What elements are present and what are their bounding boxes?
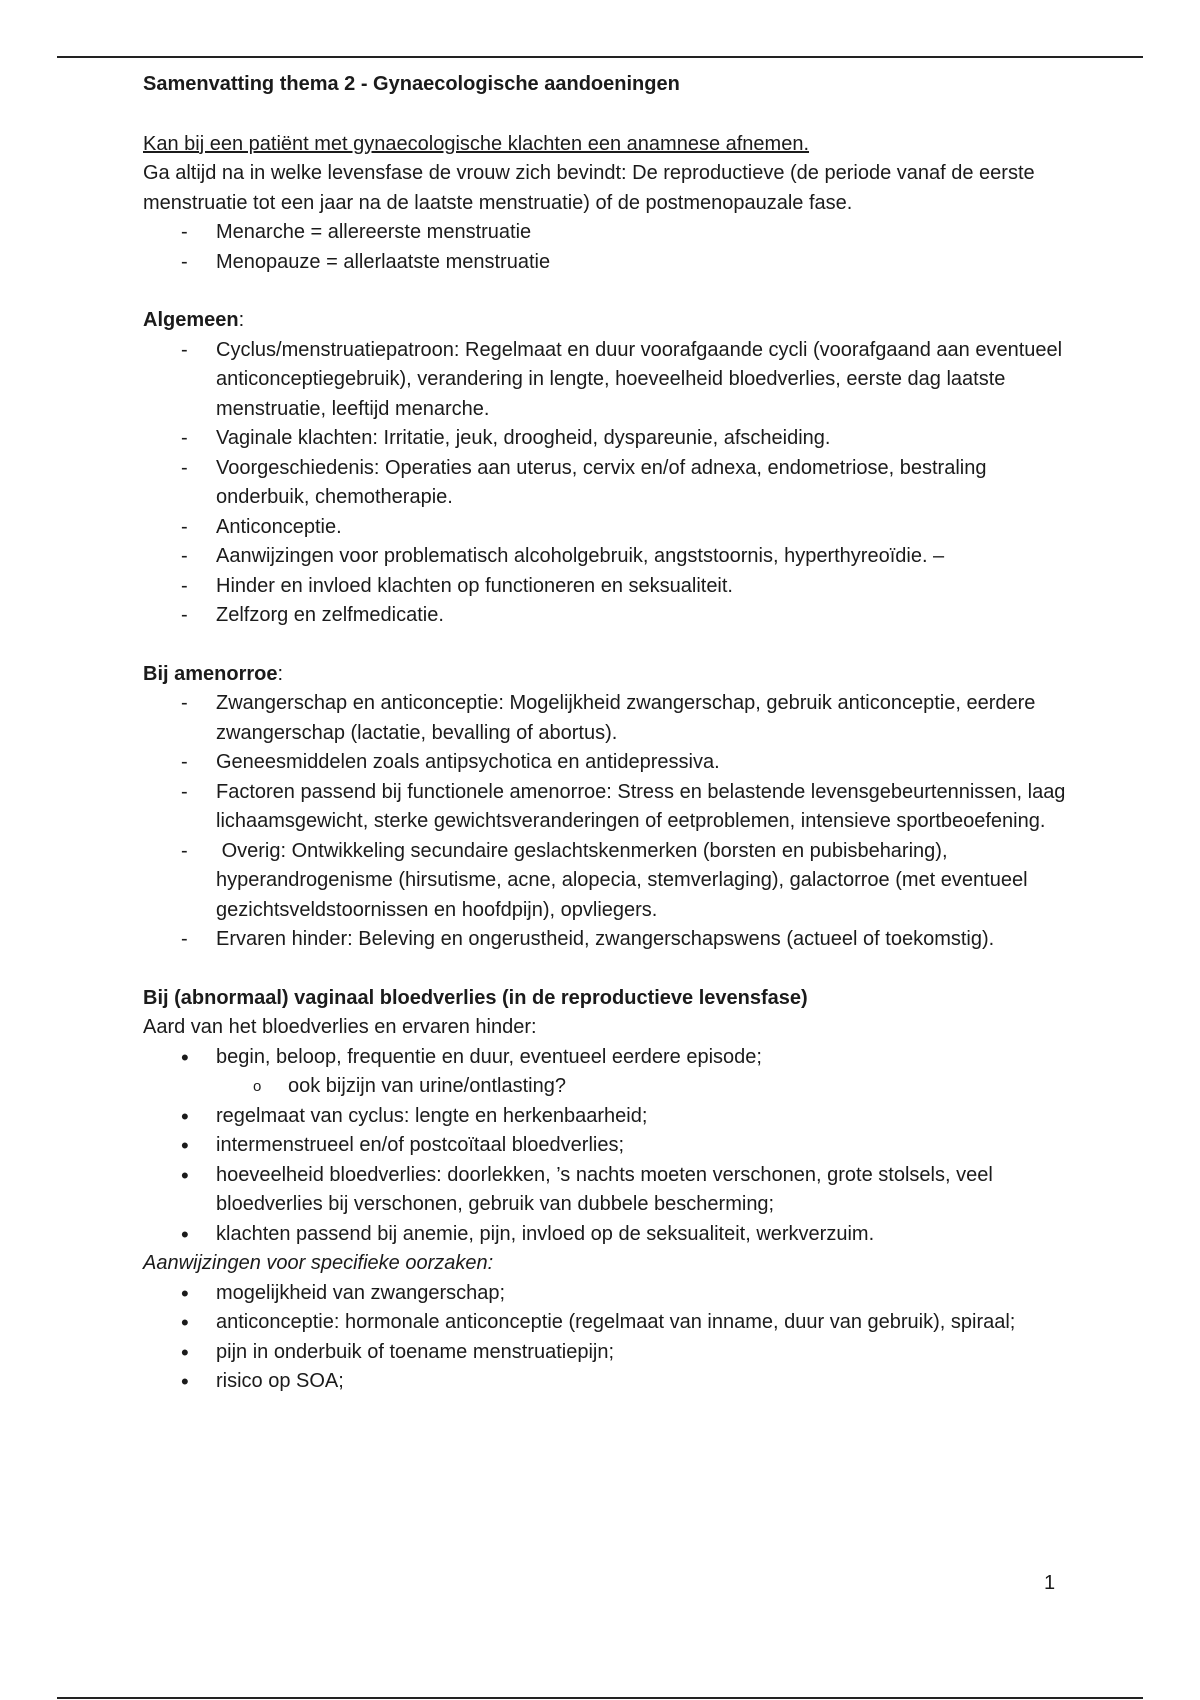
list-item: - Hinder en invloed klachten op functioneren en seksualiteit. <box>143 572 1083 602</box>
document-title: Samenvatting thema 2 - Gynaecologische aandoeningen <box>143 73 680 95</box>
list-item: - Ervaren hinder: Beleving en ongerustheid, zwangerschapswens (actueel of toekomstig). <box>143 925 1083 955</box>
section-heading-amenorroe: Bij amenorroe: <box>143 662 284 685</box>
list-item: • hoeveelheid bloedverlies: doorlekken, ’s nachts moeten verschonen, grote stolsels, veel bloedverlies bij verschonen, gebruik van dubbele bescherming; <box>143 1161 1083 1220</box>
document-body <box>143 70 1083 1397</box>
causes-list <box>143 1279 1083 1397</box>
list-item: - Zelfzorg en zelfmedicatie. <box>143 601 1083 631</box>
list-item: • klachten passend bij anemie, pijn, invloed op de seksualiteit, werkverzuim. <box>143 1220 1083 1250</box>
list-item: - Menopauze = allerlaatste menstruatie <box>143 248 1083 278</box>
list-item: • begin, beloop, frequentie en duur, eventueel eerdere episode; <box>143 1043 1083 1073</box>
causes-heading: Aanwijzingen voor specifieke oorzaken: <box>143 1252 494 1274</box>
section-heading-bloedverlies: Bij (abnormaal) vaginaal bloedverlies (in de reproductieve levensfase) <box>143 986 808 1009</box>
header-rule <box>57 56 1143 58</box>
intro-text: Ga altijd na in welke levensfase de vrouw zich bevindt: De reproductieve (de periode vanaf de eerste menstruatie tot een jaar na de laatste menstruatie) of de postmenopauzale fase. <box>143 162 1035 214</box>
footer-rule <box>57 1697 1143 1699</box>
list-item: - Cyclus/menstruatiepatroon: Regelmaat en duur voorafgaande cycli (voorafgaand aan eventueel anticonceptiegebruik), verandering in lengte, hoeveelheid bloedverlies, eerste dag laatste menstruatie, leeftijd menarche. <box>143 336 1083 425</box>
list-item: • intermenstrueel en/of postcoïtaal bloedverlies; <box>143 1131 1083 1161</box>
list-item: - Voorgeschiedenis: Operaties aan uterus, cervix en/of adnexa, endometriose, bestraling onderbuik, chemotherapie. <box>143 454 1083 513</box>
list-item: - Zwangerschap en anticonceptie: Mogelijkheid zwangerschap, gebruik anticonceptie, eerdere zwangerschap (lactatie, bevalling of abortus). <box>143 689 1083 748</box>
list-item: • regelmaat van cyclus: lengte en herkenbaarheid; <box>143 1102 1083 1132</box>
intro-heading: Kan bij een patiënt met gynaecologische klachten een anamnese afnemen. <box>143 132 810 155</box>
list-item: • anticonceptie: hormonale anticonceptie (regelmaat van inname, duur van gebruik), spiraal; <box>143 1308 1083 1338</box>
list-item: - Factoren passend bij functionele amenorroe: Stress en belastende levensgebeurtennissen, laag lichaamsgewicht, sterke gewichtsveranderingen of eetproblemen, intensieve sportbeoefening. <box>143 778 1083 837</box>
amenorroe-list <box>143 689 1083 955</box>
list-item: - Geneesmiddelen zoals antipsychotica en antidepressiva. <box>143 748 1083 778</box>
section-heading-algemeen: Algemeen: <box>143 309 245 331</box>
list-item: - Vaginale klachten: Irritatie, jeuk, droogheid, dyspareunie, afscheiding. <box>143 424 1083 454</box>
page-number: 1 <box>1044 1572 1056 1594</box>
list-item: • pijn in onderbuik of toename menstruatiepijn; <box>143 1338 1083 1368</box>
list-item: • mogelijkheid van zwangerschap; <box>143 1279 1083 1309</box>
list-item: - Anticonceptie. <box>143 513 1083 543</box>
intro-list <box>143 218 1083 277</box>
algemeen-list <box>143 336 1083 631</box>
list-item: - Overig: Ontwikkeling secundaire geslachtskenmerken (borsten en pubisbeharing), hyperandrogenisme (hirsutisme, acne, alopecia, stemverlaging), galactorroe (met eventueel gezichtsveldstoornissen en hoofdpijn), opvliegers. <box>143 837 1083 926</box>
list-item: - Aanwijzingen voor problematisch alcoholgebruik, angststoornis, hyperthyreoïdie. – <box>143 542 1083 572</box>
bloedverlies-subheading: Aard van het bloedverlies en ervaren hinder: <box>143 1016 537 1038</box>
list-subitem: o ook bijzijn van urine/ontlasting? <box>143 1072 1083 1102</box>
list-item: - Menarche = allereerste menstruatie <box>143 218 1083 248</box>
list-item: • risico op SOA; <box>143 1367 1083 1397</box>
bloedverlies-list <box>143 1043 1083 1250</box>
